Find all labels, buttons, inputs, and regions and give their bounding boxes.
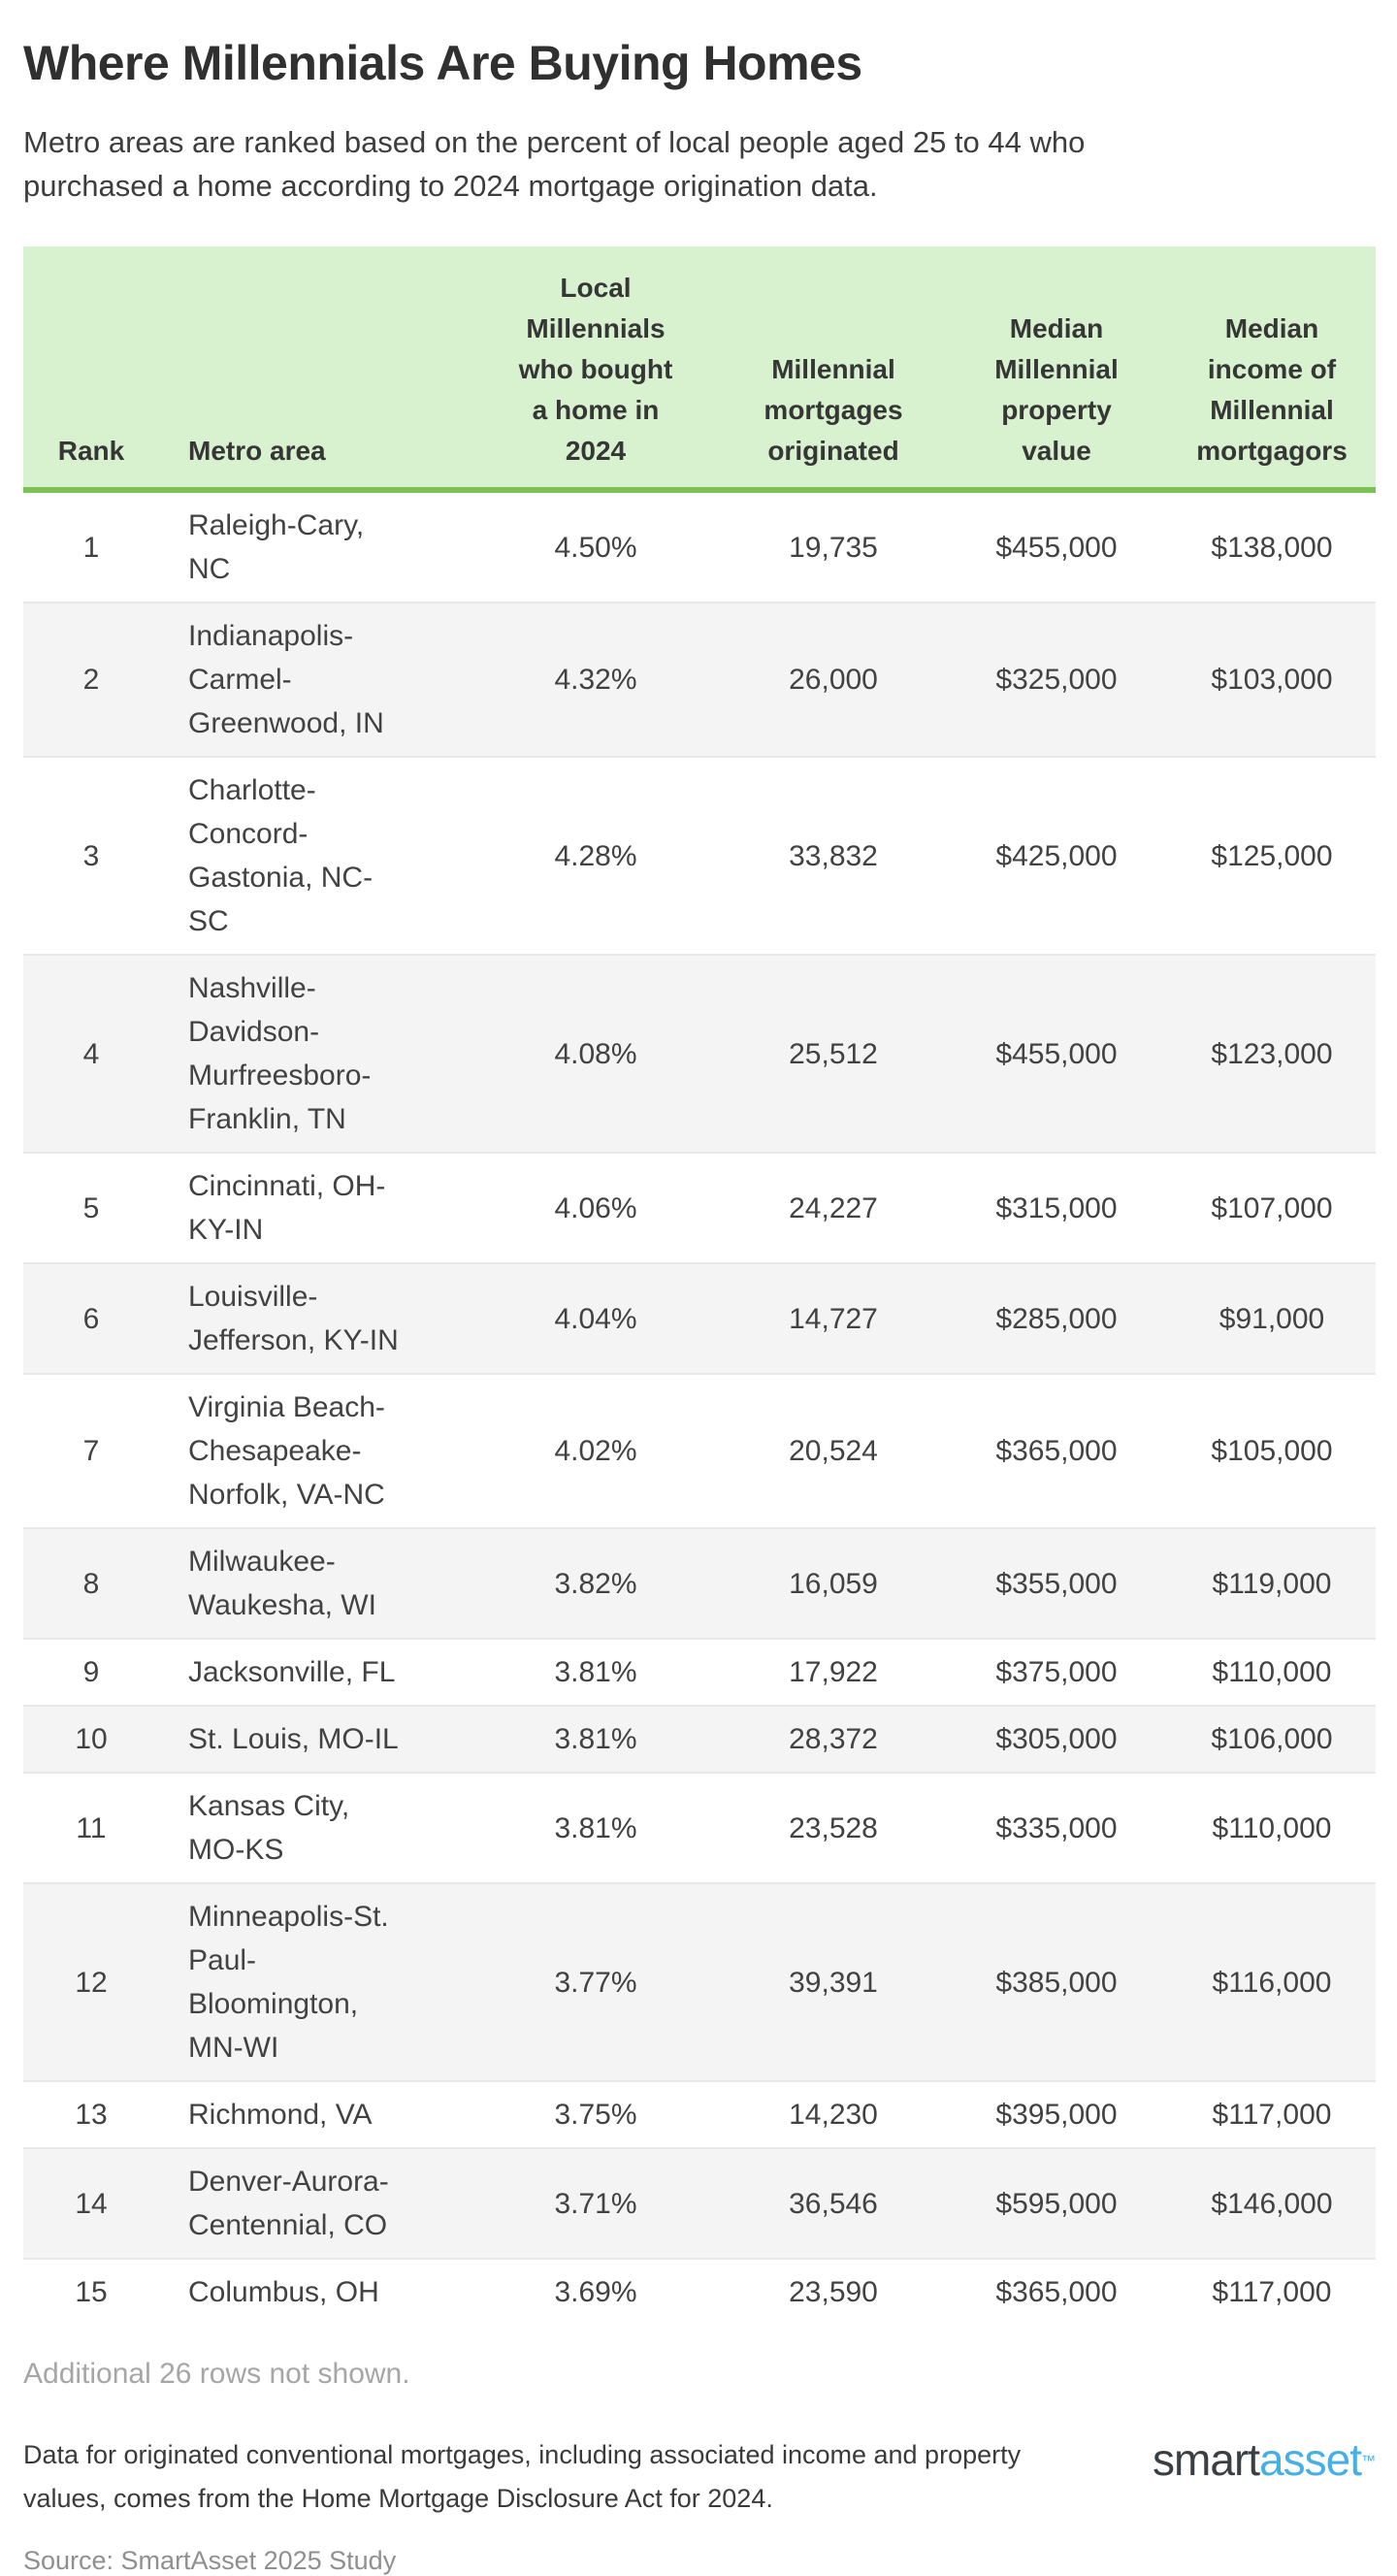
income-cell: $107,000 bbox=[1211, 1191, 1333, 1224]
rank-cell: 7 bbox=[82, 1435, 100, 1467]
table-header-row bbox=[23, 246, 1376, 490]
metro-area-cell: Nashville- Davidson- Murfreesboro- Franklin, TN bbox=[188, 972, 372, 1135]
metro-area-cell: Cincinnati, OH- KY-IN bbox=[188, 1170, 386, 1246]
column-header-property-value: Median Millennial property value bbox=[945, 246, 1168, 490]
property-value-cell: $365,000 bbox=[995, 1435, 1118, 1467]
pct-bought-cell: 4.32% bbox=[554, 664, 637, 696]
mortgages-cell: 20,524 bbox=[789, 1435, 878, 1467]
property-value-cell: $365,000 bbox=[995, 2276, 1118, 2308]
metro-area-cell: Virginia Beach- Chesapeake- Norfolk, VA-NC bbox=[188, 1391, 385, 1511]
income-cell: $123,000 bbox=[1211, 1037, 1333, 1070]
metro-area-cell: Richmond, VA bbox=[188, 2099, 373, 2131]
rank-cell: 12 bbox=[75, 1966, 108, 1999]
column-header-rank: Rank bbox=[23, 246, 159, 490]
income-cell: $119,000 bbox=[1212, 1567, 1332, 1600]
income-cell: $116,000 bbox=[1212, 1966, 1332, 1999]
property-value-cell: $305,000 bbox=[995, 1723, 1118, 1755]
rank-cell: 2 bbox=[82, 664, 100, 696]
rank-cell: 15 bbox=[75, 2276, 108, 2308]
income-cell: $117,000 bbox=[1212, 2099, 1332, 2131]
column-header-metro-area: Metro area bbox=[159, 246, 470, 490]
pct-bought-cell: 3.69% bbox=[554, 2276, 637, 2308]
mortgages-cell: 23,590 bbox=[789, 2276, 878, 2308]
income-cell: $110,000 bbox=[1212, 1656, 1332, 1688]
metro-area-cell: Minneapolis-St. Paul- Bloomington, MN-WI bbox=[188, 1901, 389, 2064]
property-value-cell: $325,000 bbox=[995, 664, 1118, 696]
income-cell: $110,000 bbox=[1212, 1811, 1332, 1844]
property-value-cell: $385,000 bbox=[995, 1966, 1118, 1999]
rank-cell: 4 bbox=[82, 1037, 100, 1070]
income-cell: $146,000 bbox=[1211, 2187, 1333, 2220]
metro-area-cell: Indianapolis- Carmel- Greenwood, IN bbox=[188, 620, 384, 739]
table-row bbox=[23, 757, 1376, 955]
table-row bbox=[23, 2259, 1376, 2325]
table-row bbox=[23, 2148, 1376, 2259]
rank-cell: 3 bbox=[82, 839, 100, 872]
logo-text-smart: smart bbox=[1153, 2434, 1260, 2485]
property-value-cell: $395,000 bbox=[995, 2099, 1118, 2131]
page-subtitle: Metro areas are ranked based on the percent of local people aged 25 to 44 who purchased a home according to 2024 mortgage origination data. bbox=[23, 125, 1086, 203]
pct-bought-cell: 3.81% bbox=[554, 1656, 637, 1688]
mortgages-cell: 14,230 bbox=[789, 2099, 878, 2131]
rank-cell: 6 bbox=[82, 1302, 100, 1335]
mortgages-cell: 23,528 bbox=[789, 1811, 878, 1844]
data-note: Data for originated conventional mortgages, including associated income and property values, comes from the Home Mortgage Disclosure Act for 2024. bbox=[23, 2440, 1022, 2513]
table-row bbox=[23, 603, 1376, 757]
table-row bbox=[23, 1773, 1376, 1883]
table-body bbox=[23, 490, 1376, 2325]
column-header-pct-bought: Local Millennials who bought a home in 2024 bbox=[470, 246, 722, 490]
metro-area-cell: Columbus, OH bbox=[188, 2276, 379, 2308]
rank-cell: 13 bbox=[75, 2099, 108, 2131]
table-header bbox=[23, 246, 1376, 490]
property-value-cell: $455,000 bbox=[995, 1037, 1118, 1070]
mortgages-cell: 25,512 bbox=[789, 1037, 878, 1070]
table-row bbox=[23, 1706, 1376, 1773]
pct-bought-cell: 3.77% bbox=[554, 1966, 637, 1999]
property-value-cell: $375,000 bbox=[995, 1656, 1118, 1688]
income-cell: $117,000 bbox=[1212, 2276, 1332, 2308]
trademark-symbol: ™ bbox=[1361, 2453, 1376, 2469]
pct-bought-cell: 3.81% bbox=[554, 1811, 637, 1844]
smartasset-logo bbox=[1153, 2434, 1376, 2485]
pct-bought-cell: 3.82% bbox=[554, 1567, 637, 1600]
income-cell: $91,000 bbox=[1218, 1302, 1325, 1335]
rankings-table bbox=[23, 246, 1376, 2325]
property-value-cell: $595,000 bbox=[995, 2187, 1118, 2220]
pct-bought-cell: 4.08% bbox=[554, 1037, 637, 1070]
mortgages-cell: 17,922 bbox=[789, 1656, 878, 1688]
footer bbox=[23, 2433, 1376, 2521]
mortgages-cell: 33,832 bbox=[789, 839, 878, 872]
pct-bought-cell: 3.71% bbox=[554, 2187, 637, 2220]
metro-area-cell: Louisville- Jefferson, KY-IN bbox=[188, 1281, 399, 1356]
rank-cell: 14 bbox=[75, 2187, 108, 2220]
mortgages-cell: 19,735 bbox=[789, 531, 878, 564]
metro-area-cell: Milwaukee- Waukesha, WI bbox=[188, 1546, 376, 1621]
pct-bought-cell: 4.28% bbox=[554, 839, 637, 872]
rank-cell: 5 bbox=[82, 1191, 100, 1224]
table-row bbox=[23, 1528, 1376, 1639]
table-row bbox=[23, 1263, 1376, 1374]
column-header-mortgages-originated: Millennial mortgages originated bbox=[722, 246, 945, 490]
property-value-cell: $315,000 bbox=[995, 1191, 1118, 1224]
income-cell: $125,000 bbox=[1211, 839, 1333, 872]
property-value-cell: $285,000 bbox=[995, 1302, 1118, 1335]
logo-text-asset: asset bbox=[1259, 2434, 1361, 2485]
metro-area-cell: St. Louis, MO-IL bbox=[188, 1723, 399, 1755]
mortgages-cell: 39,391 bbox=[789, 1966, 878, 1999]
table-row bbox=[23, 1639, 1376, 1706]
rank-cell: 9 bbox=[82, 1656, 100, 1688]
property-value-cell: $455,000 bbox=[995, 531, 1118, 564]
property-value-cell: $335,000 bbox=[995, 1811, 1118, 1844]
income-cell: $103,000 bbox=[1211, 664, 1333, 696]
mortgages-cell: 36,546 bbox=[789, 2187, 878, 2220]
table-row bbox=[23, 955, 1376, 1153]
metro-area-cell: Denver-Aurora- Centennial, CO bbox=[188, 2166, 389, 2241]
mortgages-cell: 28,372 bbox=[789, 1723, 878, 1755]
pct-bought-cell: 3.75% bbox=[554, 2099, 637, 2131]
mortgages-cell: 24,227 bbox=[789, 1191, 878, 1224]
metro-area-cell: Kansas City, MO-KS bbox=[188, 1790, 350, 1866]
income-cell: $138,000 bbox=[1211, 531, 1333, 564]
column-header-income: Median income of Millennial mortgagors bbox=[1168, 246, 1376, 490]
source-line: Source: SmartAsset 2025 Study bbox=[23, 2546, 397, 2575]
rank-cell: 11 bbox=[76, 1811, 107, 1844]
table-row bbox=[23, 2081, 1376, 2148]
metro-area-cell: Charlotte- Concord- Gastonia, NC- SC bbox=[188, 774, 374, 937]
metro-area-cell: Raleigh-Cary, NC bbox=[188, 509, 365, 585]
rank-cell: 1 bbox=[82, 531, 100, 564]
income-cell: $106,000 bbox=[1211, 1723, 1333, 1755]
page-title: Where Millennials Are Buying Homes bbox=[23, 36, 862, 90]
pct-bought-cell: 4.02% bbox=[554, 1435, 637, 1467]
table-row bbox=[23, 490, 1376, 603]
table-row bbox=[23, 1374, 1376, 1528]
table-row bbox=[23, 1153, 1376, 1263]
mortgages-cell: 26,000 bbox=[789, 664, 878, 696]
pct-bought-cell: 4.04% bbox=[554, 1302, 637, 1335]
metro-area-cell: Jacksonville, FL bbox=[188, 1656, 396, 1688]
rank-cell: 8 bbox=[82, 1567, 100, 1600]
pct-bought-cell: 4.06% bbox=[554, 1191, 637, 1224]
property-value-cell: $425,000 bbox=[995, 839, 1118, 872]
income-cell: $105,000 bbox=[1211, 1435, 1333, 1467]
mortgages-cell: 14,727 bbox=[789, 1302, 878, 1335]
mortgages-cell: 16,059 bbox=[789, 1567, 878, 1600]
property-value-cell: $355,000 bbox=[995, 1567, 1118, 1600]
pct-bought-cell: 4.50% bbox=[554, 531, 637, 564]
table-row bbox=[23, 1883, 1376, 2081]
rank-cell: 10 bbox=[75, 1723, 108, 1755]
pct-bought-cell: 3.81% bbox=[554, 1723, 637, 1755]
additional-rows-note: Additional 26 rows not shown. bbox=[23, 2358, 410, 2390]
